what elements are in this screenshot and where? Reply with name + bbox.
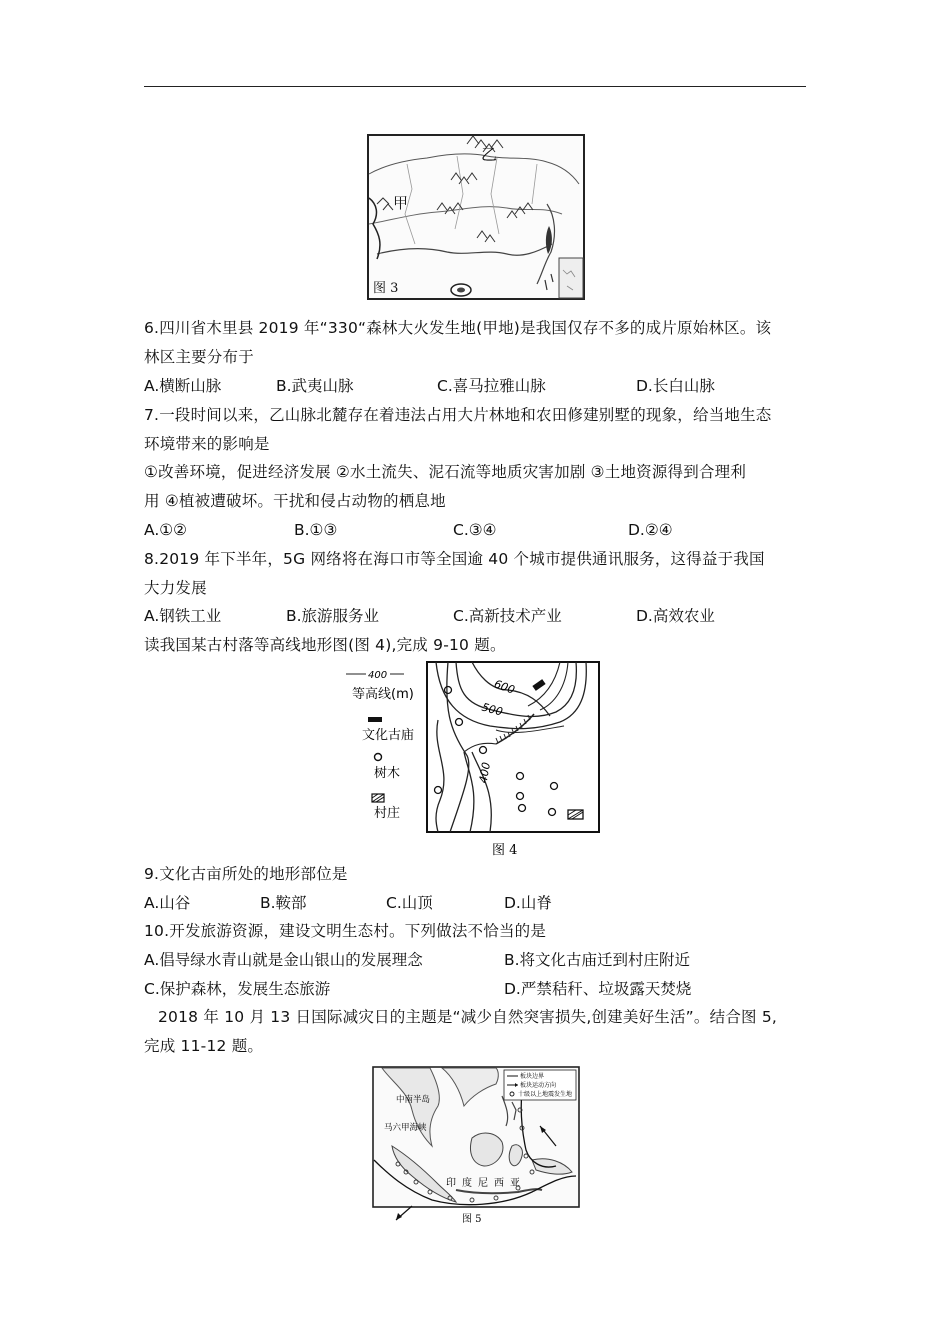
question-6-option-c[interactable]: C.喜马拉雅山脉: [437, 377, 546, 395]
question-8-stem-cont: 大力发展: [144, 579, 207, 597]
figure-3-label-yi: 乙: [481, 145, 498, 164]
legend-tree-label: 树木: [374, 766, 401, 781]
intro-questions-9-10: 读我国某古村落等高线地形图(图 4),完成 9-10 题。: [144, 636, 506, 654]
figure-5-caption: 图 5: [462, 1214, 482, 1225]
label-indonesia: 印度尼西亚: [446, 1178, 526, 1189]
question-10-option-c[interactable]: C.保护森林，发展生态旅游: [144, 980, 331, 998]
label-malacca-strait: 马六甲海峡: [384, 1123, 427, 1133]
question-10-option-a[interactable]: A.倡导绿水青山就是金山银山的发展理念: [144, 951, 423, 969]
question-8-option-b[interactable]: B.旅游服务业: [286, 607, 380, 625]
question-8-option-d[interactable]: D.高效农业: [636, 607, 715, 625]
contour-label-500: 500: [480, 700, 505, 719]
question-9-option-b[interactable]: B.鞍部: [260, 894, 307, 912]
question-10-option-d[interactable]: D.严禁秸秆、垃圾露天焚烧: [504, 980, 692, 998]
contour-label-400: 400: [476, 761, 494, 785]
question-9-option-a[interactable]: A.山谷: [144, 894, 191, 912]
legend-plate-motion: 板块运动方向: [520, 1082, 557, 1089]
question-8-stem: 8.2019 年下半年，5G 网络将在海口市等全国逾 40 个城市提供通讯服务，这得益于我国: [144, 550, 765, 568]
question-6-option-d[interactable]: D.长白山脉: [636, 377, 715, 395]
question-9-option-d[interactable]: D.山脊: [504, 894, 552, 912]
label-indochina-peninsula: 中南半岛: [396, 1095, 431, 1105]
question-7-statements-2: 用 ④植被遭破坏。干扰和侵占动物的栖息地: [144, 492, 446, 510]
figure-4-caption: 图 4: [492, 843, 518, 858]
question-7-option-a[interactable]: A.①②: [144, 521, 188, 539]
legend-earthquake: 十级以上地震发生地: [518, 1091, 573, 1098]
legend-village-label: 村庄: [374, 806, 401, 821]
intro-questions-11-12-cont: 完成 11-12 题。: [144, 1037, 264, 1055]
question-6-option-a[interactable]: A.横断山脉: [144, 377, 222, 395]
question-10-option-b[interactable]: B.将文化古庙迁到村庄附近: [504, 951, 691, 969]
question-8-option-a[interactable]: A.钢铁工业: [144, 607, 222, 625]
contour-label-600: 600: [492, 677, 517, 697]
question-8-option-c[interactable]: C.高新技术产业: [453, 607, 562, 625]
question-9-option-c[interactable]: C.山顶: [386, 894, 433, 912]
question-9-stem: 9.文化古亩所处的地形部位是: [144, 865, 348, 883]
legend-contour-value: 400: [368, 670, 388, 681]
figure-4-contour-map: [340, 660, 604, 860]
legend-temple-label: 文化古庙: [362, 728, 415, 743]
figure-5-plate-map: [372, 1066, 580, 1226]
question-6-stem: 6.四川省木里县 2019 年“330“森林大火发生地(甲地)是我国仅存不多的成片原始林区。该: [144, 319, 772, 337]
figure-3-map: [367, 134, 585, 300]
question-6-stem-cont: 林区主要分布于: [144, 348, 254, 366]
question-6-option-b[interactable]: B.武夷山脉: [276, 377, 354, 395]
legend-tree-icon: [375, 754, 382, 761]
figure-3-caption: 图 3: [373, 281, 399, 296]
question-7-option-b[interactable]: B.①③: [294, 521, 338, 539]
header-rule: [144, 86, 806, 87]
question-10-stem: 10.开发旅游资源，建设文明生态村。下列做法不恰当的是: [144, 922, 547, 940]
legend-plate-boundary: 板块边界: [520, 1073, 545, 1080]
question-7-stem: 7.一段时间以来，乙山脉北麓存在着违法占用大片林地和农田修建别墅的现象，给当地生态: [144, 406, 772, 424]
legend-contour-label: 等高线(m): [352, 687, 414, 702]
intro-questions-11-12: 2018 年 10 月 13 日国际减灾日的主题是“减少自然突害损失,创建美好生活”。结合图 5,: [158, 1008, 778, 1026]
figure-3-label-jia: 甲: [393, 194, 409, 212]
question-7-option-c[interactable]: C.③④: [453, 521, 497, 539]
question-7-option-d[interactable]: D.②④: [628, 521, 673, 539]
legend-temple-icon: [368, 717, 382, 722]
question-7-statements-1: ①改善环境，促进经济发展 ②水土流失、泥石流等地质灾害加剧 ③土地资源得到合理利: [144, 463, 747, 481]
question-7-stem-cont: 环境带来的影响是: [144, 435, 270, 453]
